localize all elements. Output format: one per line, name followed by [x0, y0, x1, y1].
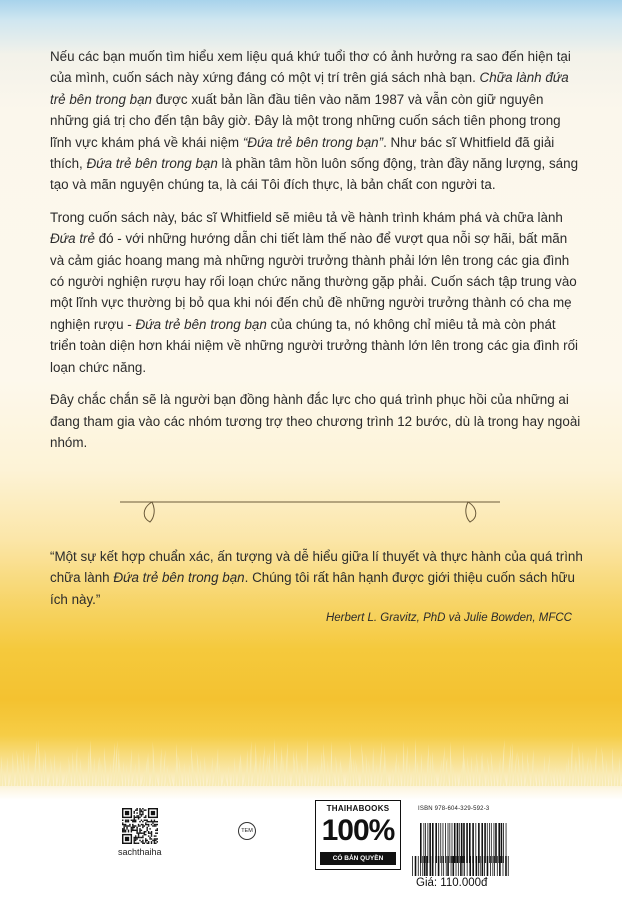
italic-title: Đứa trẻ bên trong bạn — [86, 156, 218, 172]
paragraph-intro: Nếu các bạn muốn tìm hiểu xem liệu quá khứ tuổi thơ có ảnh hưởng ra sao đến hiện tại của mình, cuốn sách này xứng đáng có một vị trí trên giá sách nhà bạn. Chữa lành đứa trẻ bên trong bạn được xuất bản lần đầu tiên vào năm 1987 và vẫn còn giữ nguyên những giá trị cho đến tận bây giờ. Đây là một trong những cuốn sách tiên phong trong lĩnh vực khám phá về khái niệm “Đứa trẻ bên trong bạn”. Như bác sĩ Whitfield đã giải thích, Đứa trẻ bên trong bạn là phần tâm hồn luôn sống động, tràn đầy năng lượng, sáng tạo và mãn nguyện chúng ta, là cái Tôi đích thực, là bản chất con người ta. — [50, 49, 579, 193]
ornament-divider — [120, 488, 500, 524]
italic-title: “Đứa trẻ bên trong bạn” — [242, 134, 384, 150]
endorsement-quote: “Một sự kết hợp chuẩn xác, ấn tượng và dễ hiểu giữa lí thuyết và thực hành của quá trình chữa lành Đứa trẻ bên trong bạn. Chúng tôi rất hân hạnh được giới thiệu cuốn sách hữu ích này.” — [50, 549, 583, 607]
italic-title: Chữa lành đứa trẻ bên trong bạn — [50, 70, 569, 107]
isbn-label: ISBN 978-604-329-592-3 — [418, 806, 490, 812]
qr-caption: sachthaiha — [118, 847, 162, 857]
paragraph-journey: Trong cuốn sách này, bác sĩ Whitfield sẽ miêu tả về hành trình khám phá và chữa lành Đứa trẻ đó - với những hướng dẫn chi tiết làm thế nào để vượt qua nỗi sợ hãi, bất mãn và cảm giác hoang mang mà những người trưởng thành phải lớn lên trong các gia đình có người nghiện rượu hay rối loạn chức năng thường gặp phải. Cuốn sách tập trung vào một lĩnh vực thường bị bỏ qua khi nói đến chủ đề những người trưởng thành có cha mẹ nghiện rượu - Đứa trẻ bên trong bạn của chúng ta, nó không chỉ miêu tả mà còn phát triển toàn diện hơn khái niệm về những người trưởng thành lớn lên trong các gia đình rối loạn chức năng. — [50, 209, 579, 375]
italic-title: Đứa trẻ bên trong bạn — [113, 570, 245, 586]
back-cover-description — [50, 46, 582, 464]
grass-silhouette — [0, 726, 622, 786]
tem-stamp: TEM — [238, 822, 256, 840]
price-label: Giá: 110.000đ — [416, 877, 488, 889]
italic-title: Đứa trẻ — [50, 231, 95, 247]
qr-code[interactable] — [122, 808, 158, 844]
footer-area — [0, 800, 622, 897]
endorsement-attribution: Herbert L. Gravitz, PhD và Julie Bowden, MFCC — [325, 612, 572, 624]
publisher-logo — [315, 800, 401, 870]
publisher-percent: 100% — [321, 814, 395, 847]
publisher-brand: THAIHABOOKS — [326, 804, 390, 813]
ean-barcode — [410, 856, 510, 876]
publisher-strip: CÓ BẢN QUYỀN — [320, 852, 396, 865]
paragraph-recovery: Đây chắc chắn sẽ là người bạn đồng hành đắc lực cho quá trình phục hồi của những ai đang tham gia vào các nhóm tương trợ theo chương trình 12 bước, dù là trong hay ngoài nhóm. — [50, 392, 581, 450]
italic-title: Đứa trẻ bên trong bạn — [135, 316, 267, 332]
